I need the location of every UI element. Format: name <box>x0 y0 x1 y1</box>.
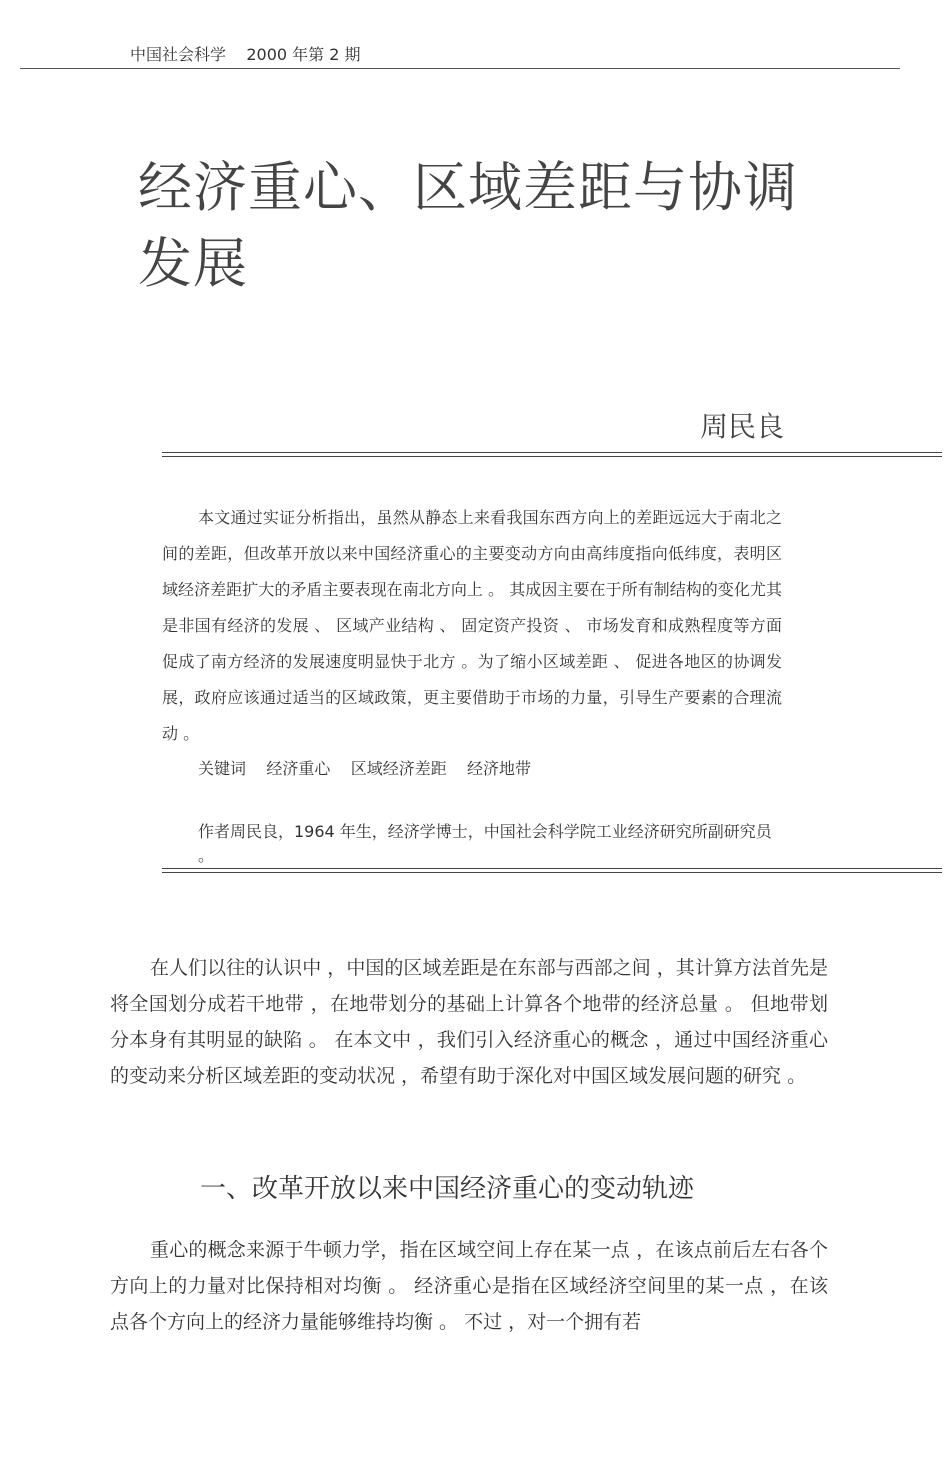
running-header: 中国社会科学 2000 年第 2 期 <box>130 45 361 64</box>
article-author: 周民良 <box>699 410 784 443</box>
intro-paragraph: 在人们以往的认识中 ，中国的区域差距是在东部与西部之间 ，其计算方法首先是将全国划分成若干地带 ，在地带划分的基础上计算各个地带的经济总量 。 但地带划分本身有其明显的缺陷 。 在本文中 ，我们引入经济重心的概念 ，通过中国经济重心的变动来分析区域差距的变动状况 ，希望有助于深化对中国区域发展问题的研究 。 <box>110 957 828 1087</box>
section-heading: 一、改革开放以来中国经济重心的变动轨迹 <box>200 1174 695 1204</box>
author-note: 作者周民良，1964 年生，经济学博士，中国社会科学院工业经济研究所副研究员 。 <box>198 822 772 865</box>
header-divider <box>20 68 900 69</box>
abstract-bottom-divider <box>162 868 942 873</box>
keywords-line: 关键词 经济重心 区域经济差距 经济地带 <box>198 759 532 778</box>
abstract-top-divider <box>162 452 942 457</box>
section-paragraph: 重心的概念来源于牛顿力学，指在区域空间上存在某一点 ，在该点前后左右各个方向上的力量对比保持相对均衡 。 经济重心是指在区域经济空间里的某一点 ，在该点各个方向上的经济力量能够维持均衡 。 不过 ，对一个拥有若 <box>110 1239 828 1333</box>
abstract-text: 本文通过实证分析指出，虽然从静态上来看我国东西方向上的差距远远大于南北之间的差距，但改革开放以来中国经济重心的主要变动方向由高纬度指向低纬度，表明区域经济差距扩大的矛盾主要表现在南北方向上 。 其成因主要在于所有制结构的变化尤其是非国有经济的发展 、 区域产业结构 、 固定资产投资 、 市场发育和成熟程度等方面促成了南方经济的发展速度明显快于北方 。为了缩小区域差距 、 促进各地区的协调发展，政府应该通过适当的区域政策，更主要借助于市场的力量，引导生产要素的合理流动 。 <box>162 508 782 743</box>
article-title: 经济重心、区域差距与协调发展 <box>138 156 798 295</box>
